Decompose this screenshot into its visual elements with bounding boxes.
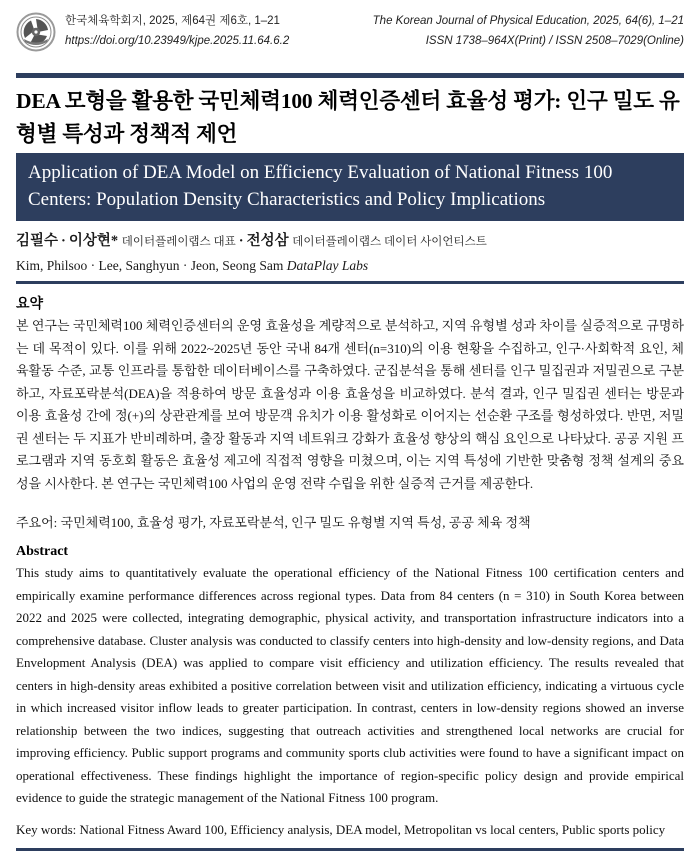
title-top-rule (16, 73, 684, 78)
authors-korean-line (16, 232, 684, 251)
author-separator: · (61, 233, 66, 249)
author-name-kr-2: 이상현* (68, 233, 119, 249)
author-block (16, 232, 684, 276)
author-name-kr-3: 전성삼 (246, 233, 289, 249)
author-separator: · (238, 233, 244, 249)
abstract-top-rule (16, 281, 684, 284)
paper-title-english-box (16, 153, 684, 221)
paper-title-korean: DEA 모형을 활용한 국민체력100 체력인증센터 효율성 평가: 인구 밀도 유형별 특성과 정책적 제언 (16, 89, 680, 146)
author-affiliation-kr-3: 데이터플레이랩스 데이터 사이언티스트 (292, 236, 487, 248)
doi-link[interactable]: https://doi.org/10.23949/kjpe.2025.11.64.6.2 (65, 35, 290, 47)
author-affiliation-kr-2: 데이터플레이랩스 대표 (121, 236, 236, 248)
abstract-kr-body: 본 연구는 국민체력100 체력인증센터의 운영 효율성을 계량적으로 분석하고, 지역 유형별 성과 차이를 실증적으로 규명하는 데 목적이 있다. 이를 위해 2022~2025년 동안 국내 84개 센터(n=310)의 이용 현황을 수집하고, 인구·사회학적 요인, 체육활동 수준, 교통 인프라를 통합한 데이터베이스를 구축하였다. 군집분석을 통해 센터를 인구 밀집권과 저밀권으로 구분하고, 자료포락분석(DEA)을 적용하여 방문 효율성과 이용 효율성을 비교하였다. 분석 결과, 인구 밀집권 센터는 방문과 이용 효율성 간에 정(+)의 상관관계를 보여 방문객 유치가 이용 활성화로 이어지는 선순환 구조를 형성하였다. 반면, 저밀권 센터는 두 지표가 반비례하며, 출장 활동과 지역 네트워크 강화가 효율성 향상의 핵심 요인으로 나타났다. 공공 지원 프로그램과 지역 동호회 활동은 효율성 제고에 직접적 영향을 미쳤으며, 이는 지역 특성에 기반한 맞춤형 정책 설계의 중요성을 시사한다. 본 연구는 국민체력100 사업의 운영 전략 수립을 위한 실증적 근거를 제공한다. (16, 318, 684, 491)
journal-info-kr (65, 12, 289, 51)
keywords-en: Key words: National Fitness Award 100, Efficiency analysis, DEA model, Metropolitan vs local centers, Public sports policy (16, 821, 666, 837)
abstract-en-heading: Abstract (16, 544, 69, 559)
abstract-kr-heading: 요약 (16, 297, 44, 312)
keywords-kr: 주요어: 국민체력100, 효율성 평가, 자료포락분석, 인구 밀도 유형별 지역 특성, 공공 체육 정책 (16, 515, 531, 530)
issn-line: ISSN 1738–964X(Print) / ISSN 2508–7029(Online) (425, 34, 684, 47)
journal-header-left (16, 12, 289, 52)
journal-header (16, 12, 684, 52)
journal-name-en: The Korean Journal of Physical Education, 2025, 64(6), 1–21 (372, 15, 684, 27)
journal-name-kr: 한국체육학회지, 2025, 제64권 제6호, 1–21 (65, 15, 280, 28)
authors-english-line (16, 256, 684, 276)
society-seal-icon (16, 12, 56, 52)
abstract-section (16, 293, 684, 840)
author-names-en: Kim, Philsoo · Lee, Sanghyun · Jeon, Seong Sam (16, 258, 284, 273)
abstract-bottom-rule (16, 848, 684, 851)
author-affiliation-en: DataPlay Labs (286, 258, 369, 273)
abstract-en-body: This study aims to quantitatively evaluate the operational efficiency of the National Fitness 100 certification centers and empirically examine performance differences across regional types. Data from 84 centers (n = 310) in South Korea between 2022 and 2025 were collected, integrating demographic, physical activity, and transportation infrastructure indicators into a comprehensive database. Cluster analysis was conducted to classify centers into high-density and low-density regions, and Data Envelopment Analysis (DEA) was applied to compare visit efficiency and utilization efficiency. The results revealed that centers in high-density areas exhibited a positive correlation between visit and utilization efficiency, indicating a virtuous cycle in which increased visitor inflow leads to greater participation. In contrast, centers in low-density regions showed an inverse relationship between the two indices, suggesting that outreach activities and strengthened local networks are crucial for improving efficiency. Public support programs and community sports club activities were found to have a significant impact on operational effectiveness. These findings highlight the importance of region-specific policy design and provide empirical evidence to guide the strategic management of the National Fitness 100 program. (16, 565, 684, 805)
journal-info-en (373, 12, 684, 51)
paper-title-english: Application of DEA Model on Efficiency Evaluation of National Fitness 100 Centers: Population Density Characteristics and Policy Implications (28, 162, 613, 210)
author-name-kr-1: 김필수 (16, 233, 59, 249)
